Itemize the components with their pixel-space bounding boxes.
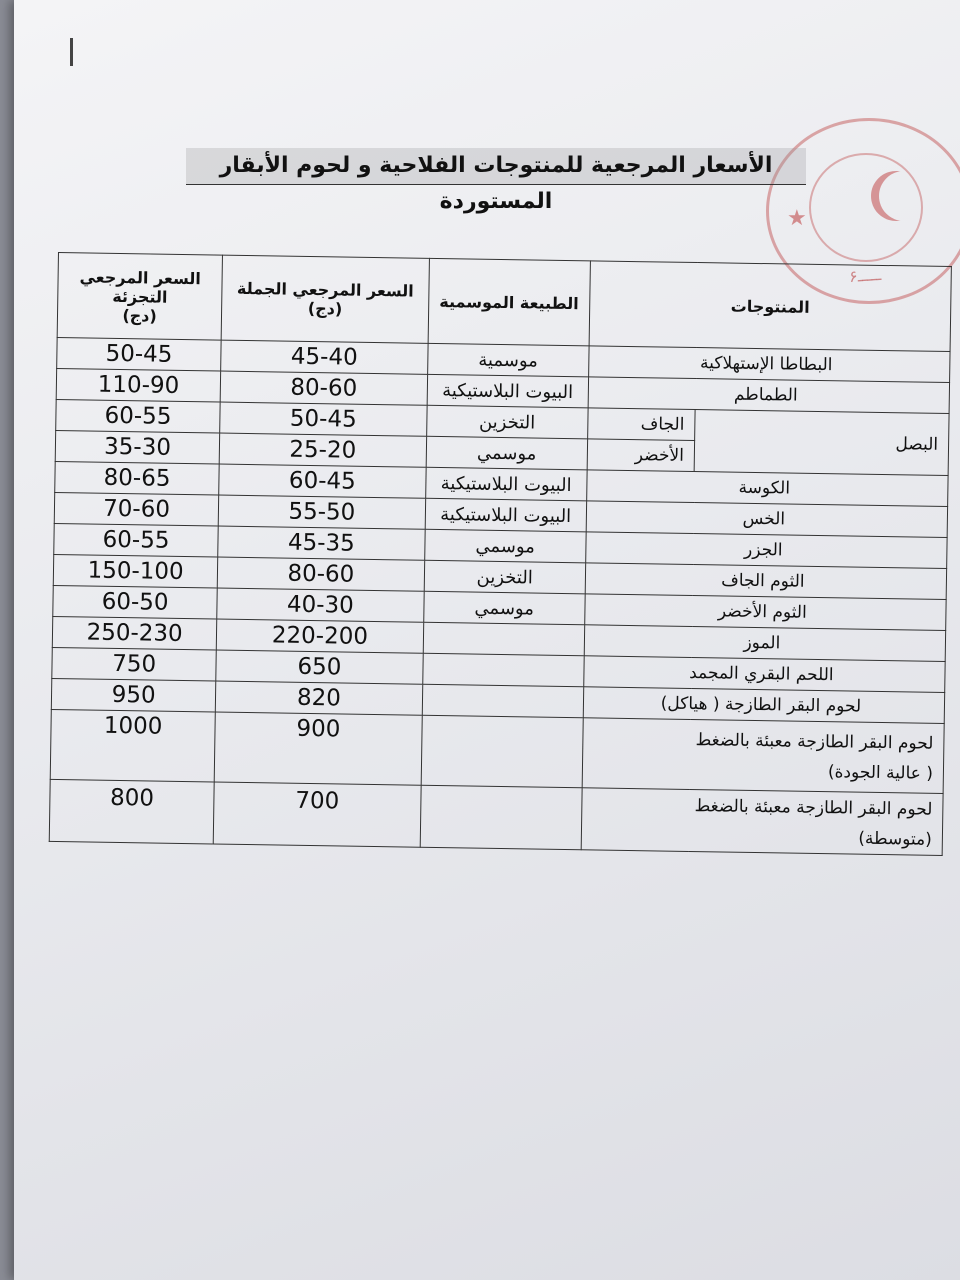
wholesale-cell: 40-30 <box>217 588 424 622</box>
retail-cell: 800 <box>49 779 214 844</box>
product-cell: البطاطا الإستهلاكية <box>589 346 951 383</box>
wholesale-cell: 45-40 <box>221 340 428 374</box>
product-cell: الموز <box>584 625 946 662</box>
product-line-2: ( عالية الجودة) <box>827 761 934 784</box>
retail-cell: 60-50 <box>53 585 218 619</box>
product-line-2: (متوسطة) <box>858 828 933 850</box>
wholesale-cell: 25-20 <box>219 433 426 467</box>
margin-mark <box>70 38 73 66</box>
page-title: الأسعار المرجعية للمنتوجات الفلاحية و لحوم الأبقار المستوردة <box>186 148 806 185</box>
header-wholesale-label: السعر المرجعي الجملة <box>236 278 414 301</box>
season-cell: التخزين <box>426 405 588 439</box>
product-sub-cell: الجاف <box>588 408 696 441</box>
header-retail-label: السعر المرجعي التجزئة <box>79 266 201 307</box>
product-cell <box>582 718 944 794</box>
retail-cell: 750 <box>52 647 217 681</box>
header-wholesale-unit: (دج) <box>307 298 343 319</box>
season-cell: موسمي <box>423 591 585 625</box>
header-retail <box>57 253 223 341</box>
product-line-1: لحوم البقر الطازجة معبئة بالضغط <box>695 729 934 754</box>
price-table <box>49 252 952 856</box>
retail-cell: 35-30 <box>55 430 220 464</box>
product-cell: اللحم البقري المجمد <box>584 656 946 693</box>
table-header-row <box>57 253 951 352</box>
season-cell: البيوت البلاستيكية <box>425 467 587 501</box>
retail-cell: 70-60 <box>54 492 219 526</box>
wholesale-cell: 820 <box>215 681 422 715</box>
retail-cell: 110-90 <box>56 368 221 402</box>
header-wholesale <box>221 255 429 343</box>
header-retail-unit: (دج) <box>122 305 157 326</box>
season-cell <box>422 684 584 718</box>
product-sub-cell: الأخضر <box>587 439 695 472</box>
product-cell: الخس <box>586 501 948 538</box>
season-cell: موسمية <box>427 343 589 377</box>
season-cell: التخزين <box>424 560 586 594</box>
retail-cell: 60-55 <box>56 399 221 433</box>
wholesale-cell: 900 <box>214 712 421 785</box>
season-cell: البيوت البلاستيكية <box>425 498 587 532</box>
wholesale-cell: 55-50 <box>218 495 425 529</box>
wholesale-cell: 80-60 <box>220 371 427 405</box>
product-cell: الجزر <box>586 532 948 569</box>
header-product: المنتوجات <box>589 261 951 352</box>
retail-cell: 1000 <box>50 709 215 782</box>
season-cell: البيوت البلاستيكية <box>427 374 589 408</box>
retail-cell: 80-65 <box>55 461 220 495</box>
product-cell: الكوسة <box>587 470 949 507</box>
product-cell: الطماطم <box>588 377 950 414</box>
wholesale-cell: 50-45 <box>220 402 427 436</box>
document-page <box>14 0 960 1280</box>
season-cell <box>421 715 583 788</box>
product-cell: الثوم الجاف <box>585 563 947 600</box>
retail-cell: 150-100 <box>53 554 218 588</box>
retail-cell: 60-55 <box>54 523 219 557</box>
product-cell: البصل <box>694 410 949 476</box>
star-icon: ★ <box>787 206 807 231</box>
season-cell <box>420 785 582 850</box>
retail-cell: 250-230 <box>52 616 217 650</box>
crescent-icon <box>879 171 929 221</box>
season-cell: موسمي <box>426 436 588 470</box>
table-row <box>49 779 943 855</box>
wholesale-cell: 220-200 <box>216 619 423 653</box>
product-cell <box>581 788 943 856</box>
wholesale-cell: 650 <box>216 650 423 684</box>
wholesale-cell: 700 <box>213 782 420 847</box>
season-cell <box>423 622 585 656</box>
stamp-signature: ـــــ۶ <box>848 264 882 287</box>
wholesale-cell: 60-45 <box>219 464 426 498</box>
product-cell: لحوم البقر الطازجة ( هياكل) <box>583 687 945 724</box>
wholesale-cell: 80-60 <box>217 557 424 591</box>
season-cell: موسمي <box>424 529 586 563</box>
bleed-through-text <box>104 890 884 1150</box>
product-cell: الثوم الأخضر <box>585 594 947 631</box>
wholesale-cell: 45-35 <box>218 526 425 560</box>
retail-cell: 950 <box>51 678 216 712</box>
header-season: الطبيعة الموسمية <box>428 258 591 346</box>
season-cell <box>422 653 584 687</box>
product-line-1: لحوم البقر الطازجة معبئة بالضغط <box>694 795 933 820</box>
retail-cell: 50-45 <box>57 337 222 371</box>
